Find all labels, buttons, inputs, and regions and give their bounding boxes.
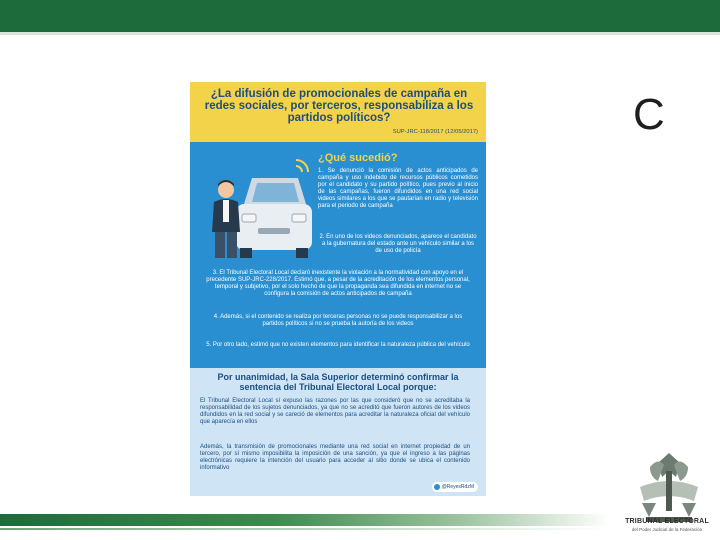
car-wheel-left	[240, 248, 252, 258]
logo-title: TRIBUNAL ELECTORAL	[625, 518, 709, 525]
man-leg-right	[227, 232, 237, 258]
twitter-handle	[432, 482, 478, 492]
conclusion-paragraph-2: Además, la transmisión de promocionales mediante una red social en internet propiedad de un tercero, por sí mismo imposibilita la imposición de una sanción, ya que el ingreso a las páginas electrónicas requiere la intención del usuario para acceder al sitio donde se ubica el contenido informativo	[200, 444, 470, 471]
man-shirt	[223, 200, 229, 222]
bottom-thin-line	[0, 528, 610, 530]
fact-2: 2. En uno de los videos denunciados, aparece el candidato a la gubernatura del estado ante un vehículo similar a los de uso de policía	[319, 234, 477, 254]
infographic-header	[190, 82, 486, 142]
car-grille	[258, 228, 290, 234]
top-green-bar	[0, 0, 720, 32]
car-windshield	[252, 183, 299, 202]
fact-1: 1. Se denunció la comisión de actos anticipados de campaña y uso indebido de recursos públicos cometidos por el candidato y su partido político, pues previo al inicio de las campañas, fueron difundidos en una red social videos similares a los que se pautarían en radio y televisión para el periodo de campaña	[318, 168, 478, 209]
fact-3: 3. El Tribunal Electoral Local declaró inexistente la violación a la normatividad con apoyo en el precedente SUP-JRC-228/2017. Estimó que, a pesar de la acreditación de los elementos personal, temporal y subjetivo, por el solo hecho de que la propaganda sea difundida en internet no se configura la comisión de actos anticipados de campaña	[206, 270, 470, 297]
signal-arc-1	[296, 166, 302, 172]
infographic-title: ¿La difusión de promocionales de campaña en redes sociales, por terceros, responsabiliza a los partidos políticos?	[204, 88, 474, 124]
conclusion-heading: Por unanimidad, la Sala Superior determinó confirmar la sentencia del Tribunal Electoral Local porque:	[217, 372, 459, 392]
man-and-car-illustration	[196, 152, 318, 262]
top-divider	[0, 32, 720, 35]
infographic-image	[190, 82, 486, 496]
man-leg-left	[215, 232, 225, 258]
bottom-green-band	[0, 514, 610, 526]
handle-text: @ReyesRdzM	[441, 484, 474, 490]
car-headlight-right	[292, 214, 306, 222]
conclusion-section	[190, 368, 486, 496]
twitter-icon	[434, 484, 440, 490]
car-wheel-right	[296, 248, 308, 258]
fact-5: 5. Por otro lado, estimó que no existen elementos para identificar la naturaleza pública del vehículo	[206, 342, 470, 348]
conclusion-paragraph-1: El Tribunal Electoral Local sí expuso las razones por las que consideró que no se acreditaba la responsabilidad de los sujetos denunciados, ya que no se acreditó que fueron autores de los videos difundidos en la red social y se careció de elementos para acreditar la naturaleza oficial del vehículo que aparecía en ellos	[200, 398, 470, 425]
fact-4: 4. Además, si el contenido se realiza por terceras personas no se puede responsabilizar a los partidos políticos si no se prueba la autoría de los videos	[213, 314, 463, 327]
car-headlight-left	[242, 214, 256, 222]
car-body	[236, 204, 312, 250]
case-reference: SUP-JRC-118/2017 (12/05/2017)	[392, 129, 478, 135]
slide-letter: C	[633, 90, 665, 139]
man-head	[218, 182, 234, 198]
logo-subtitle: del Poder Judicial de la Federación	[631, 527, 703, 532]
what-happened-heading: ¿Qué sucedió?	[318, 152, 398, 164]
